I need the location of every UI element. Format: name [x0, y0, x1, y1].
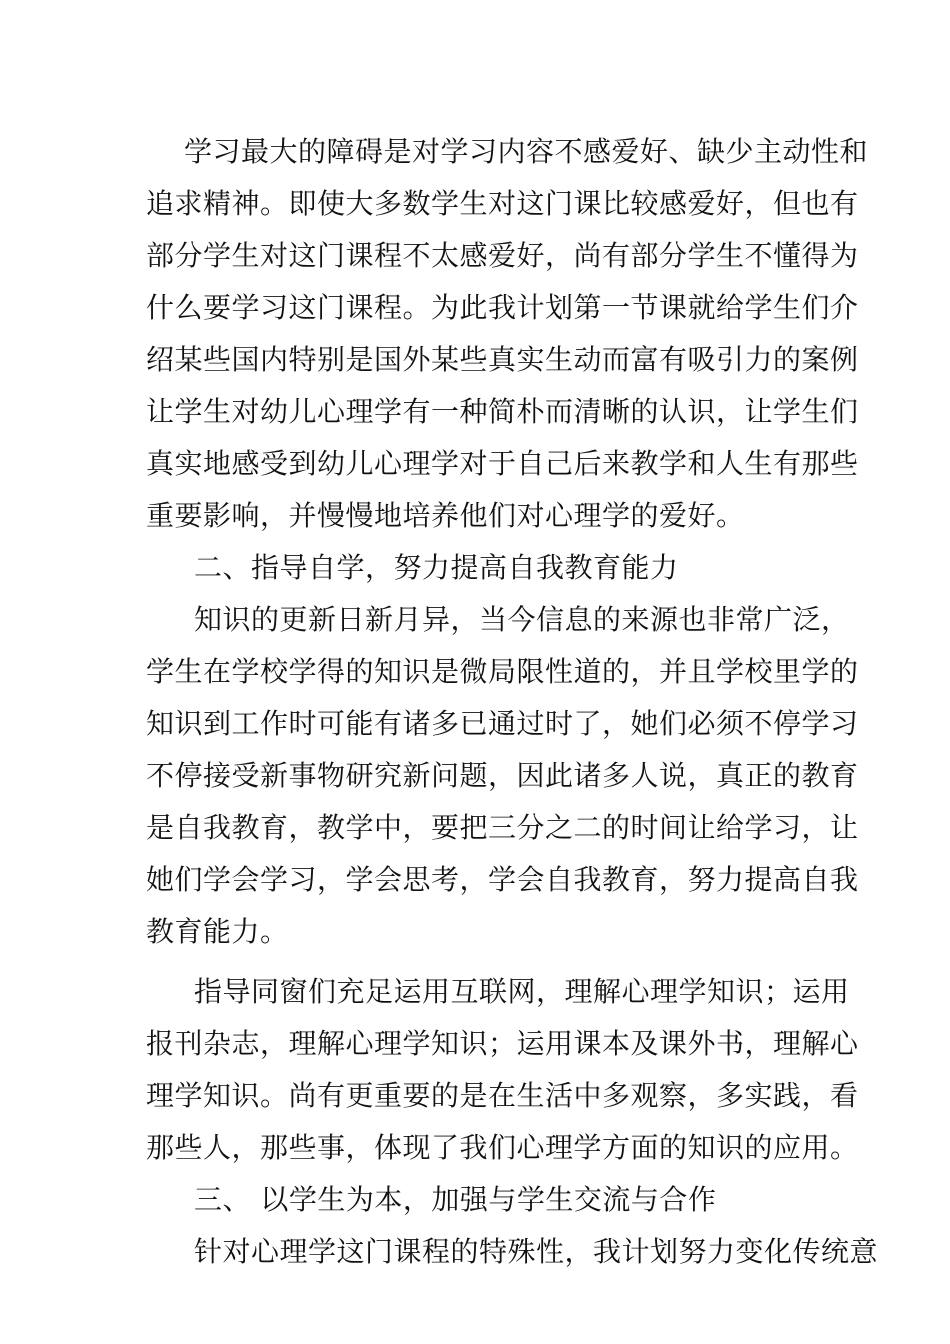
paragraph-2-line-1: 知识的更新日新月异，当今信息的来源也非常广泛，	[194, 603, 850, 636]
paragraph-2-line-4: 不停接受新事物研究新问题，因此诸多人说，真正的教育	[146, 759, 859, 792]
paragraph-1-line-2: 追求精神。即使大多数学生对这门课比较感爱好，但也有	[146, 187, 859, 220]
paragraph-gap	[146, 958, 810, 966]
paragraph-1-line-6: 让学生对幼儿心理学有一种简朴而清晰的认识，让学生们	[146, 395, 859, 428]
paragraph-2-line-7: 教育能力。	[146, 915, 289, 948]
paragraph-1-line-1: 学习最大的障碍是对学习内容不感爱好、缺少主动性和	[184, 135, 869, 168]
document-body	[146, 126, 879, 1278]
paragraph-3-line-4: 那些人，那些事，体现了我们心理学方面的知识的应用。	[146, 1131, 859, 1164]
paragraph-1-line-3: 部分学生对这门课程不太感爱好，尚有部分学生不懂得为	[146, 239, 859, 272]
paragraph-2-line-2: 学生在学校学得的知识是微局限性道的，并且学校里学的	[146, 655, 859, 688]
paragraph-2-line-5: 是自我教育，教学中，要把三分之二的时间让给学习，让	[146, 811, 859, 844]
paragraph-1-line-4: 什么要学习这门课程。为此我计划第一节课就给学生们介	[146, 291, 859, 324]
paragraph-1-line-7: 真实地感受到幼儿心理学对于自己后来教学和人生有那些	[146, 447, 859, 480]
paragraph-3-line-1: 指导同窗们充足运用互联网，理解心理学知识；运用	[194, 975, 850, 1008]
section-heading-2: 二、指导自学，努力提高自我教育能力	[194, 551, 679, 584]
paragraph-2-line-3: 知识到工作时可能有诸多已通过时了，她们必须不停学习	[146, 707, 859, 740]
paragraph-1-line-8: 重要影响，并慢慢地培养他们对心理学的爱好。	[146, 499, 745, 532]
section-heading-3: 三、 以学生为本，加强与学生交流与合作	[194, 1183, 717, 1216]
paragraph-4-line-1: 针对心理学这门课程的特殊性，我计划努力变化传统意	[194, 1235, 879, 1268]
paragraph-3-line-2: 报刊杂志，理解心理学知识；运用课本及课外书，理解心	[146, 1027, 859, 1060]
paragraph-3-line-3: 理学知识。尚有更重要的是在生活中多观察，多实践，看	[146, 1079, 859, 1112]
paragraph-1-line-5: 绍某些国内特别是国外某些真实生动而富有吸引力的案例	[146, 343, 859, 376]
paragraph-2-line-6: 她们学会学习，学会思考，学会自我教育，努力提高自我	[146, 863, 859, 896]
